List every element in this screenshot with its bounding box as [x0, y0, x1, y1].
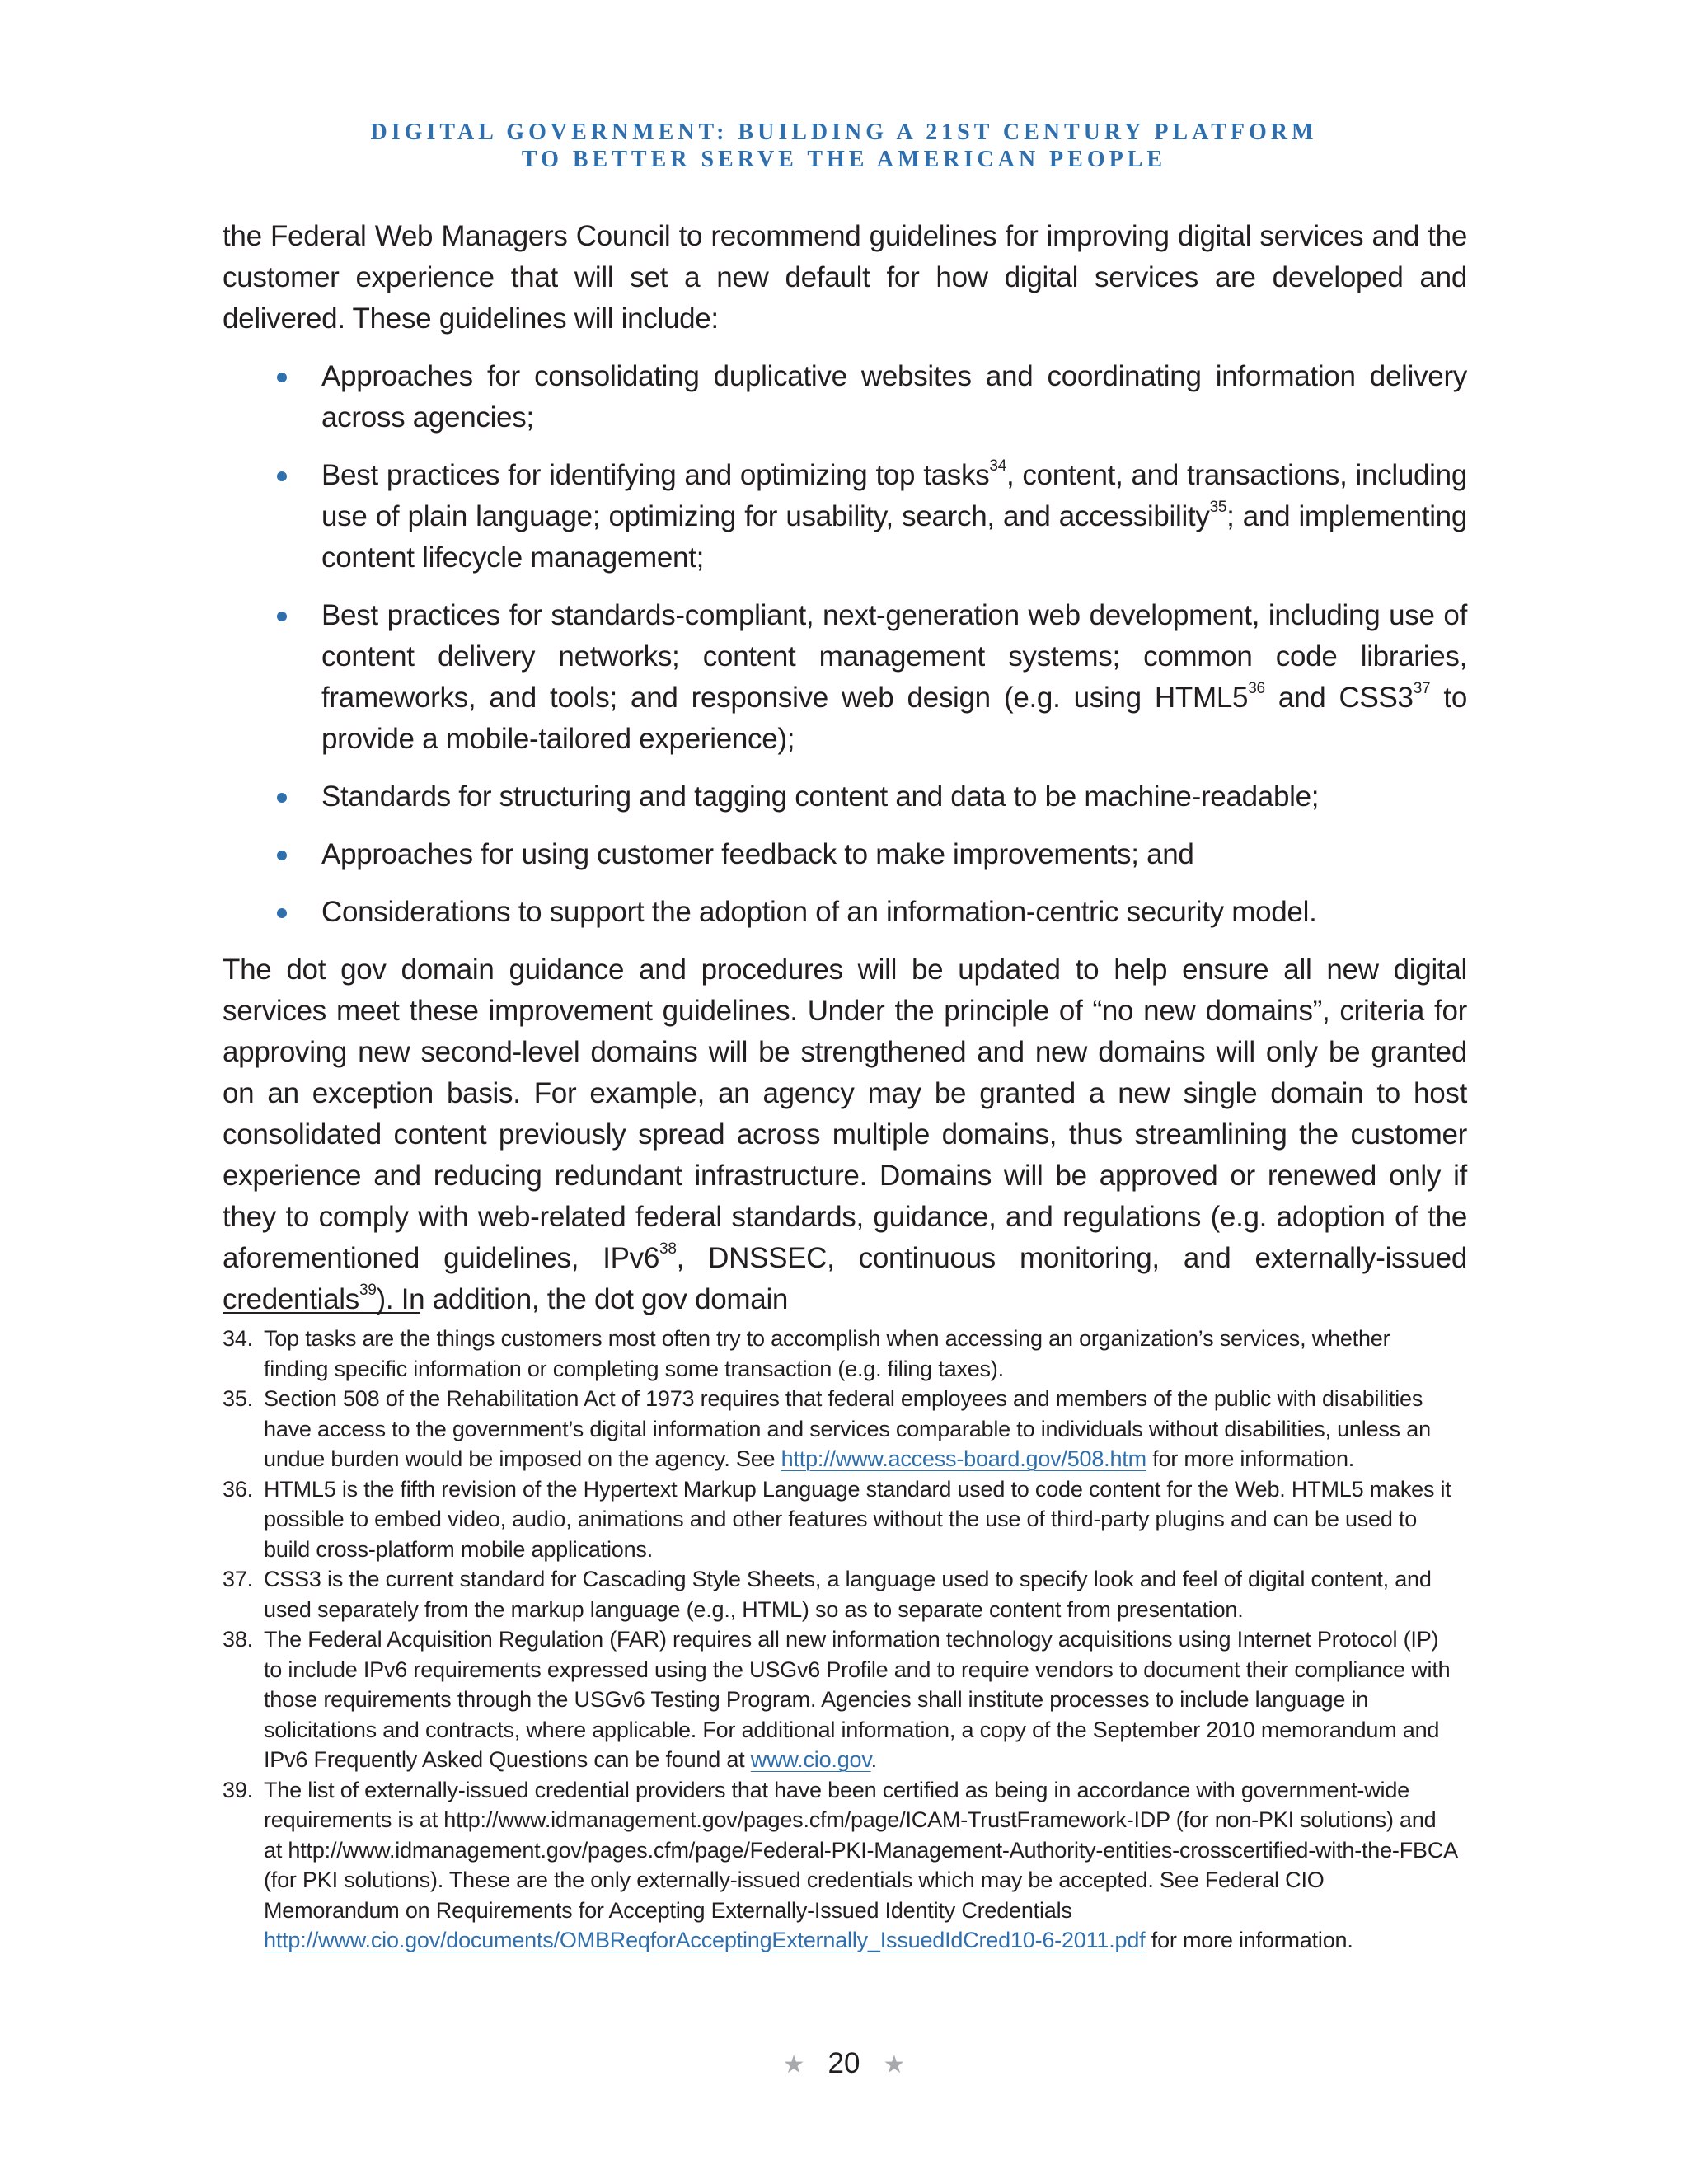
list-item	[223, 455, 1467, 579]
footnote-36	[223, 1474, 1459, 1565]
list-item	[223, 356, 1467, 438]
star-icon: ★	[883, 2051, 906, 2079]
footnote-text: The list of externally-issued credential providers that have been certified as being in accordance with government-wide requirements is at http://www.idmanagement.gov/pages.cfm/page/ICAM-TrustFramework-IDP (for non-PKI solutions) and at http://www.idmanagement.gov/pages.cfm/page/Federal-PKI-Management-Authority-entities-crosscertified-with-the-FBCA (for PKI solutions). These are the only externally-issued credentials which may be accepted. See Federal CIO Memorandum on Requirements for Accepting Externally-Issued Identity Credentials	[264, 1777, 1457, 1923]
footnote-number: 35.	[223, 1386, 253, 1411]
bullet-icon	[277, 373, 287, 382]
list-item-text: Approaches for consolidating duplicative websites and coordinating information delivery across agencies;	[321, 360, 1467, 434]
omb-memo-link[interactable]: http://www.cio.gov/documents/OMBReqforAcceptingExternally_IssuedIdCred10-6-2011.pdf	[264, 1928, 1146, 1952]
footnote-text: for more information.	[1145, 1928, 1353, 1952]
footnote-divider	[223, 1312, 420, 1314]
paragraph-text: , DNSSEC, continuous monitoring, and externally-issued credentials	[223, 1242, 1467, 1315]
list-item-text: ; and implementing content lifecycle management;	[321, 500, 1467, 574]
list-item-text: , content, and transactions, including use of plain language; optimizing for usability, search, and accessibility	[321, 459, 1467, 532]
list-item-text: to provide a mobile-tailored experience);	[321, 682, 1468, 755]
footnote-ref-39: 39	[359, 1282, 377, 1300]
running-header	[0, 119, 1688, 173]
footnote-text: Top tasks are the things customers most often try to accomplish when accessing an organization’s services, whether finding specific information or completing some transaction (e.g. filing taxes).	[264, 1326, 1390, 1381]
bullet-icon	[277, 851, 287, 860]
main-body	[223, 216, 1467, 1320]
list-item	[223, 776, 1467, 818]
bullet-icon	[277, 612, 287, 621]
list-item	[223, 892, 1467, 933]
footnote-ref-37: 37	[1413, 680, 1431, 698]
footnote-ref-36: 36	[1248, 680, 1265, 698]
footnote-text: for more information.	[1146, 1446, 1355, 1471]
footnote-number: 37.	[223, 1567, 253, 1591]
footnote-number: 39.	[223, 1777, 253, 1802]
list-item-text: Standards for structuring and tagging content and data to be machine-readable;	[321, 780, 1320, 813]
list-item-text: Approaches for using customer feedback to make improvements; and	[321, 838, 1194, 870]
footnote-39	[223, 1775, 1459, 1956]
footnote-text: Section 508 of the Rehabilitation Act of 1973 requires that federal employees and members of the public with disabilities have access to the government’s digital information and services comparable to individuals without disabilities, unless an undue burden would be imposed on the agency. See	[264, 1386, 1431, 1471]
footnote-text: The Federal Acquisition Regulation (FAR) requires all new information technology acquisitions using Internet Protocol (IP) to include IPv6 requirements expressed using the USGv6 Profile and to require vendors to document their compliance with those requirements through the USGv6 Testing Program. Agencies shall institute processes to include language in solicitations and contracts, where applicable. For additional information, a copy of the September 2010 memorandum and IPv6 Frequently Asked Questions can be found at	[264, 1627, 1451, 1772]
footnote-number: 38.	[223, 1627, 253, 1652]
intro-paragraph: the Federal Web Managers Council to recommend guidelines for improving digital services and the customer experience that will set a new default for how digital services are developed and delivered. These guidelines will include:	[223, 220, 1467, 335]
footnote-ref-38: 38	[659, 1240, 677, 1258]
list-item	[223, 834, 1467, 875]
page-number: 20	[828, 2047, 860, 2079]
cio-gov-link[interactable]: www.cio.gov	[750, 1747, 871, 1772]
list-item	[223, 595, 1467, 760]
paragraph-text: ). In addition, the dot gov domain	[376, 1283, 789, 1315]
domain-guidance-paragraph	[223, 949, 1467, 1320]
footnote-text: CSS3 is the current standard for Cascading Style Sheets, a language used to specify look and feel of digital content, and used separately from the markup language (e.g., HTML) so as to separate content from presentation.	[264, 1567, 1432, 1622]
page-footer	[0, 2047, 1688, 2082]
footnote-35	[223, 1384, 1459, 1474]
footnote-text: HTML5 is the fifth revision of the Hypertext Markup Language standard used to code content for the Web. HTML5 makes it possible to embed video, audio, animations and other features without the use of third-party plugins and can be used to build cross-platform mobile applications.	[264, 1476, 1451, 1562]
bullet-icon	[277, 793, 287, 803]
star-icon: ★	[782, 2051, 805, 2079]
header-line-2: TO BETTER SERVE THE AMERICAN PEOPLE	[521, 147, 1167, 172]
guidelines-list	[223, 356, 1467, 933]
footnote-38	[223, 1624, 1459, 1775]
list-item-text: Best practices for standards-compliant, next-generation web development, including use of content delivery networks; content management systems; common code libraries, frameworks, and tools; and responsive web design (e.g. using HTML5	[321, 599, 1467, 714]
footnote-text: .	[870, 1747, 877, 1772]
list-item-text: Best practices for identifying and optimizing top tasks	[321, 459, 990, 491]
footnote-number: 34.	[223, 1326, 253, 1351]
footnote-number: 36.	[223, 1476, 253, 1502]
footnote-ref-35: 35	[1209, 499, 1227, 517]
bullet-icon	[277, 908, 287, 918]
footnote-34	[223, 1324, 1459, 1384]
footnotes-section	[223, 1324, 1459, 1956]
bullet-icon	[277, 471, 287, 481]
footnote-37	[223, 1564, 1459, 1624]
paragraph-text: The dot gov domain guidance and procedures will be updated to help ensure all new digital services meet these improvement guidelines. Under the principle of “no new domains”, criteria for approving new second-level domains will be strengthened and new domains will only be granted on an exception basis. For example, an agency may be granted a new single domain to host consolidated content previously spread across multiple domains, thus streamlining the customer experience and reducing redundant infrastructure. Domains will be approved or renewed only if they to comply with web-related federal standards, guidance, and regulations (e.g. adoption of the aforementioned guidelines, IPv6	[223, 954, 1467, 1274]
list-item-text: and CSS3	[1264, 682, 1414, 714]
access-board-link[interactable]: http://www.access-board.gov/508.htm	[781, 1446, 1146, 1471]
footnote-ref-34: 34	[989, 457, 1006, 476]
list-item-text: Considerations to support the adoption of an information-centric security model.	[321, 896, 1317, 928]
header-line-1: DIGITAL GOVERNMENT: BUILDING A 21ST CENTURY PLATFORM	[370, 120, 1318, 145]
